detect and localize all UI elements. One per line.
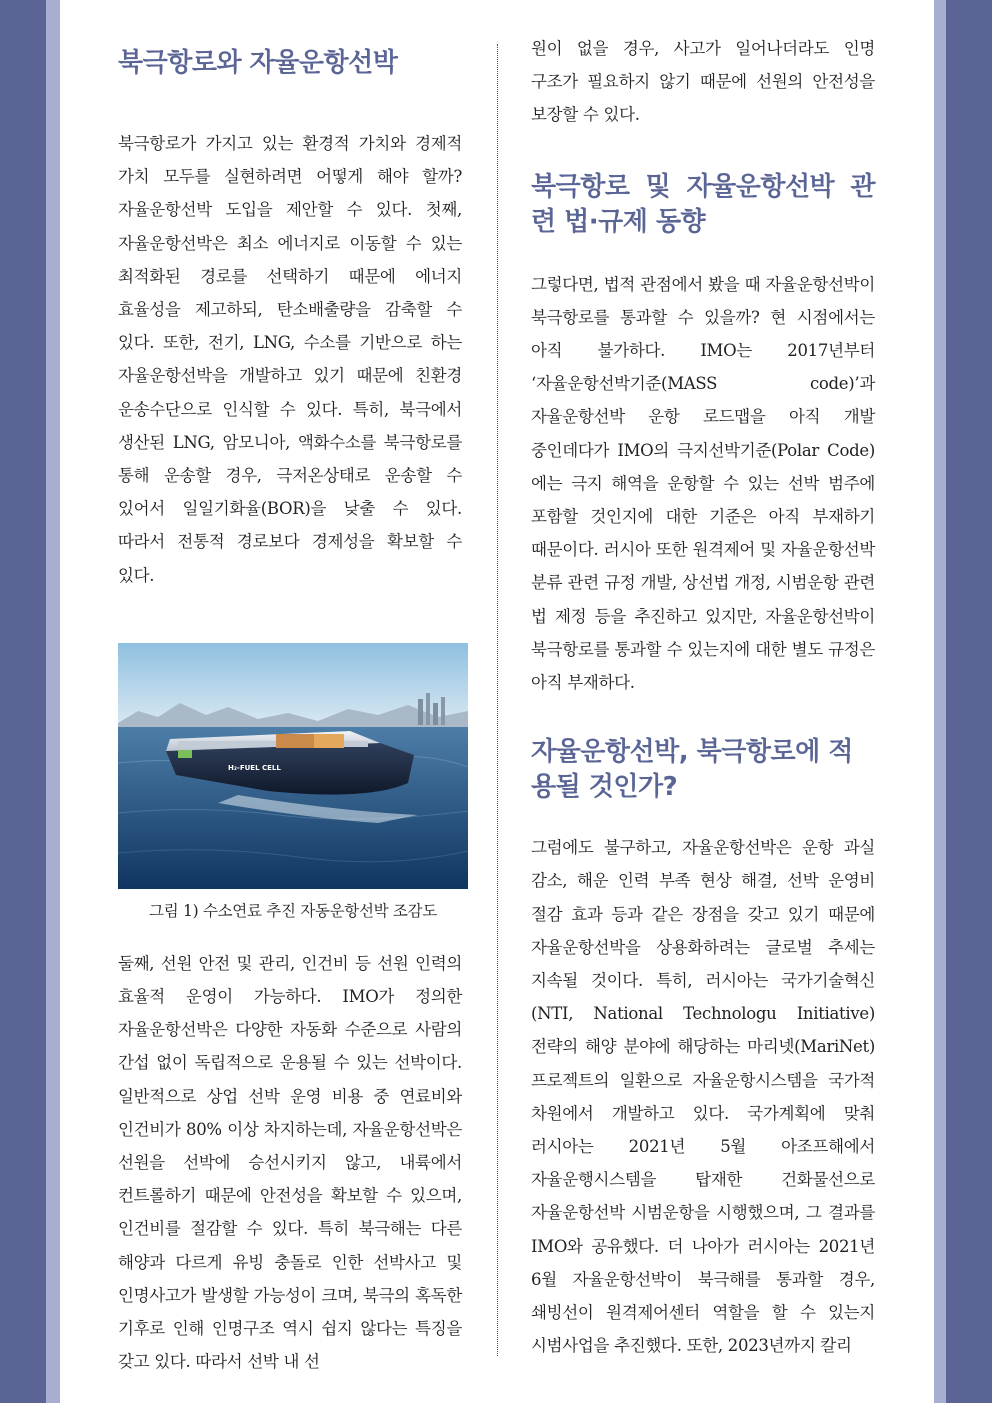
left-column [118, 40, 462, 1378]
paragraph-intro: 북극항로가 가지고 있는 환경적 가치와 경제적 가치 모두를 실현하려면 어떻게 해야 할까? 자율운항선박 도입을 제안할 수 있다. 첫째, 자율운항선박은 최소 에너지로 이동할 수 있는 최적화된 경로를 선택하기 때문에 에너지 효율성을 제고하되, 탄소배출량을 감축할 수 있다. 또한, 전기, LNG, 수소를 기반으로 하는 자율운항선박을 개발하고 있기 때문에 친환경 운송수단으로 인식할 수 있다. 특히, 북극에서 생산된 LNG, 암모니아, 액화수소를 북극항로를 통해 운송할 경우, 극저온상태로 운송할 수 있어서 일일기화율(BOR)을 낮출 수 있다. 따라서 전통적 경로보다 경제성을 확보할 수 있다. [118, 134, 462, 585]
hull-label: H₂-FUEL CELL [228, 763, 281, 772]
paragraph-legal: 그렇다면, 법적 관점에서 봤을 때 자율운항선박이 북극항로를 통과할 수 있을까? 현 시점에서는 아직 불가하다. IMO는 2017년부터 ‘자율운항선박기준(MASS code)’과 자율운항선박 운항 로드맵을 아직 개발 중인데다가 IMO의 극지선박기준(Polar Code)에는 극지 해역을 운항할 수 있는 선박 범주에 포함할 것인지에 대한 기준은 아직 부재하기 때문이다. 러시아 또한 원격제어 및 자율운항선박 분류 관련 규정 개발, 상선법 개정, 시범운항 관련 법 제정 등을 추진하고 있지만, 자율운항선박이 북극항로를 통과할 수 있는지에 대한 별도 규정은 아직 부재하다. [531, 274, 875, 693]
right-border-dark [946, 0, 992, 1403]
column-divider [497, 44, 498, 1356]
paragraph-safety: 둘째, 선원 안전 및 관리, 인건비 등 선원 인력의 효율적 운영이 가능하다. IMO가 정의한 자율운항선박은 다양한 자동화 수준으로 사람의 간섭 없이 독립적으로 운용될 수 있는 선박이다. 일반적으로 상업 선박 운영 비용 중 연료비와 인건비가 80% 이상 차지하는데, 자율운항선박은 선원을 선박에 승선시키지 않고, 내륙에서 컨트롤하기 때문에 안전성을 확보할 수 있으며, 인건비를 절감할 수 있다. 특히 북극해는 다른 해양과 다르게 유빙 충돌로 인한 선박사고 및 인명사고가 발생할 가능성이 크며, 북극의 혹독한 기후로 인해 인명구조 역시 쉽지 않다는 특징을 갖고 있다. 따라서 선박 내 선 [118, 953, 462, 1372]
section-heading-application: 자율운항선박, 북극항로에 적용될 것인가? [531, 737, 853, 803]
left-border-dark [0, 0, 46, 1403]
figure-caption: 그림 1) 수소연료 추진 자동운항선박 조감도 [149, 901, 437, 920]
section-heading-legal-trends: 북극항로 및 자율운항선박 관련 법·규제 동향 [531, 171, 875, 237]
paragraph-global-trend: 그럼에도 불구하고, 자율운항선박은 운항 과실 감소, 해운 인력 부족 현상 해결, 선박 운영비 절감 효과 등과 같은 장점을 갖고 있기 때문에 자율운항선박을 상용화하려는 글로벌 추세는 지속될 것이다. 특히, 러시아는 국가기술혁신(NTI, National Technologu Initiative)전략의 해양 분야에 해당하는 마리넷(MariNet) 프로젝트의 일환으로 자율운항시스템을 국가적 차원에서 개발하고 있다. 국가계획에 맞춰 러시아는 2021년 5월 아조프해에서 자율운행시스템을 탑재한 건화물선으로 자율운항선박 시범운항을 시행했으며, 그 결과를 IMO와 공유했다. 더 나아가 러시아는 2021년 6월 자율운항선박이 북극해를 통과할 경우, 쇄빙선이 원격제어센터 역할을 할 수 있는지 시범사업을 추진했다. 또한, 2023년까지 칼리 [531, 838, 875, 1356]
left-border-light [46, 0, 60, 1403]
ship-figure [118, 643, 462, 921]
hydrogen-ship-image [118, 643, 468, 889]
right-border-light [934, 0, 946, 1403]
right-column [531, 40, 875, 1363]
section-heading-arctic-route: 북극항로와 자율운항선박 [118, 48, 398, 78]
paragraph-continued: 원이 없을 경우, 사고가 일어나더라도 인명 구조가 필요하지 않기 때문에 선원의 안전성을 보장할 수 있다. [531, 39, 875, 125]
